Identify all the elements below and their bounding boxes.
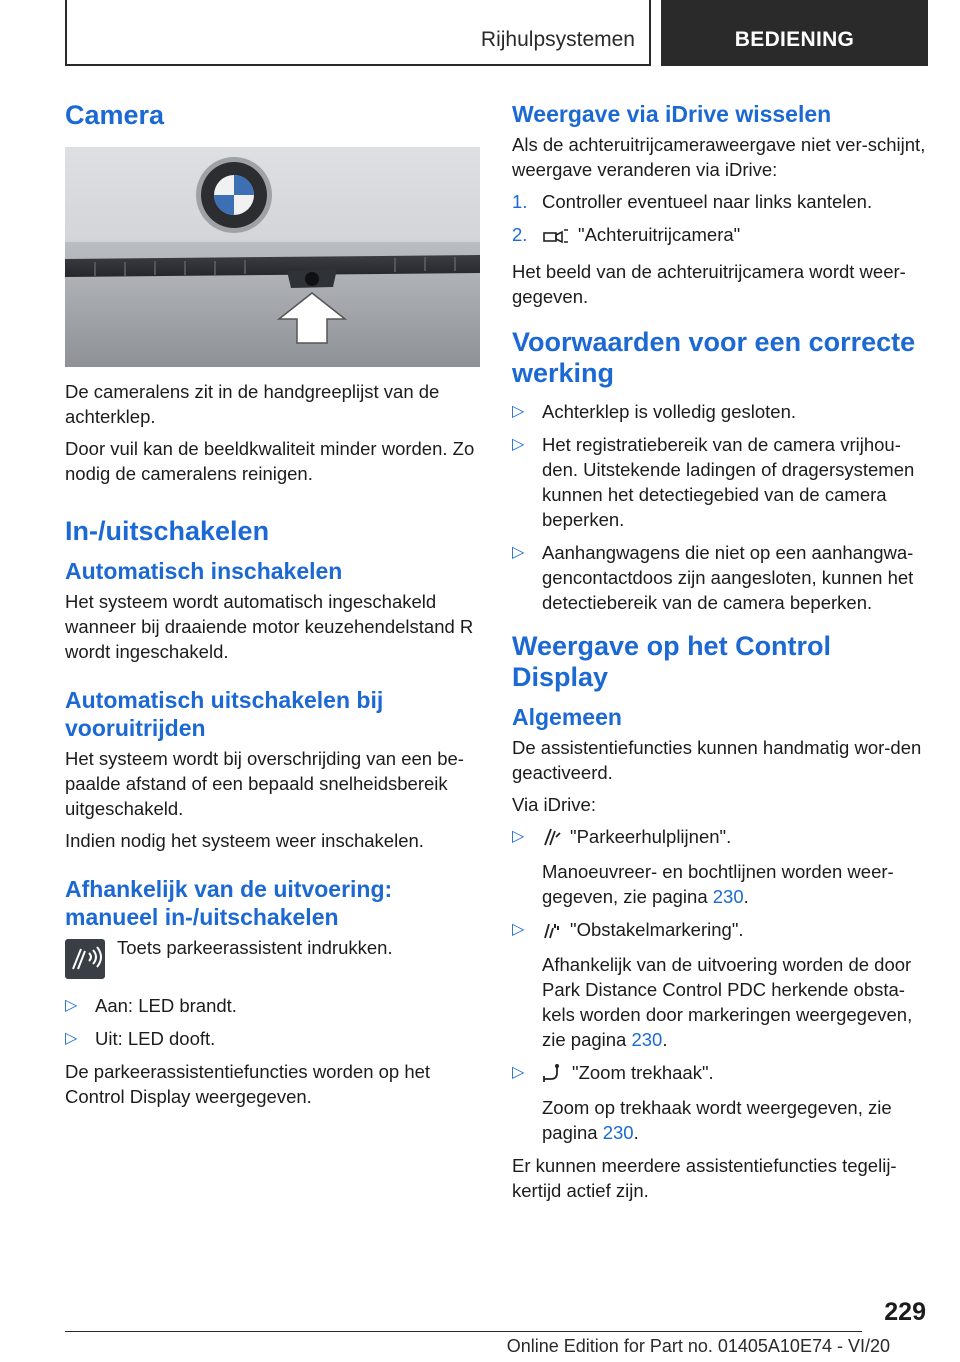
triangle-bullet-icon: ▷ — [65, 1030, 78, 1047]
auto-on-text: Het systeem wordt automatisch ingeschakeld wanneer bij draaiende motor keuzehendelstand R wordt ingeschakeld. — [65, 591, 474, 662]
list-item: ▷ Aanhangwagens die niet op een aanhangwa-gencontactdoos zijn aangesloten, kunnen het detectiebereik van de camera beperken. — [512, 542, 914, 613]
control-display-heading: Weergave op het Control Display — [512, 631, 832, 692]
switch-view-heading: Weergave via iDrive wisselen — [512, 101, 832, 127]
function-desc: Manoeuvreer- en bochtlijnen worden weer-gegeven, zie pagina 230. — [542, 861, 894, 907]
triangle-bullet-icon: ▷ — [512, 828, 525, 845]
auto-off-heading: Automatisch uitschakelen bij vooruitrijden — [65, 687, 384, 741]
step-item: 1. Controller eventueel naar links kantelen. — [512, 191, 873, 212]
footer-divider — [65, 1331, 862, 1332]
chapter-tab — [661, 0, 928, 66]
manual-heading: Afhankelijk van de uitvoering: manueel in-/uitschakelen — [65, 876, 393, 930]
triangle-bullet-icon: ▷ — [512, 436, 525, 453]
triangle-bullet-icon: ▷ — [512, 1064, 525, 1081]
rear-camera-icon — [542, 226, 570, 251]
switch-view-text: Als de achteruitrijcameraweergave niet ver-schijnt, weergave veranderen via iDrive: — [512, 134, 926, 180]
function-desc: Zoom op trekhaak wordt weergegeven, zie pagina 230. — [542, 1097, 892, 1143]
button-instruction — [65, 935, 480, 983]
list-item: ▷ "Zoom trekhaak". Zoom op trekhaak wordt weergegeven, zie pagina 230. — [512, 1060, 930, 1145]
triangle-bullet-icon: ▷ — [65, 997, 78, 1014]
auto-off-text-2: Indien nodig het systeem weer inschakelen. — [65, 830, 424, 851]
led-list — [65, 993, 480, 1051]
trailer-hitch-icon — [542, 1063, 564, 1089]
right-column — [512, 100, 930, 1210]
multiple-functions-text: Er kunnen meerdere assistentiefuncties tegelij-kertijd actief zijn. — [512, 1155, 897, 1201]
list-item: ▷ Uit: LED dooft. — [65, 1028, 216, 1049]
conditions-heading: Voorwaarden voor een correcte werking — [512, 327, 916, 388]
list-item: ▷ "Obstakelmarkering". Afhankelijk van de uitvoering worden de door Park Distance Control PDC herkende obsta-kels worden door markeringen weergegeven, zie pagina 230. — [512, 917, 930, 1052]
onoff-heading: In-/uitschakelen — [65, 516, 270, 546]
section-tab — [65, 0, 651, 66]
page-link[interactable]: 230 — [631, 1029, 663, 1050]
general-heading: Algemeen — [512, 704, 622, 730]
switch-steps — [512, 189, 930, 251]
triangle-bullet-icon: ▷ — [512, 544, 525, 561]
button-text: Toets parkeerassistent indrukken. — [117, 937, 393, 958]
list-item: ▷ Achterklep is volledig gesloten. — [512, 401, 797, 422]
via-idrive-text: Via iDrive: — [512, 794, 596, 815]
control-display-text: De parkeerassistentiefuncties worden op het Control Display weergegeven. — [65, 1061, 431, 1107]
camera-photo — [65, 147, 480, 367]
image-shown-text: Het beeld van de achteruitrijcamera wordt weer-gegeven. — [512, 261, 906, 307]
triangle-bullet-icon: ▷ — [512, 921, 525, 938]
list-item: ▷ "Parkeerhulplijnen". Manoeuvreer- en bochtlijnen worden weer-gegeven, zie pagina 230. — [512, 824, 930, 909]
page-link[interactable]: 230 — [602, 1122, 634, 1143]
edition-text: Online Edition for Part no. 01405A10E74 - VI/20 — [506, 1336, 890, 1356]
auto-off-text-1: Het systeem wordt bij overschrijding van een be-paalde afstand of een bepaald snelheidsbereik uitgeschakeld. — [65, 748, 464, 819]
page-header — [65, 0, 928, 66]
function-desc: Afhankelijk van de uitvoering worden de door Park Distance Control PDC herkende obsta-kels worden door markeringen weergegeven, zie pagina 230. — [542, 954, 913, 1050]
triangle-bullet-icon: ▷ — [512, 403, 525, 420]
obstacle-marking-icon — [542, 920, 562, 946]
lens-cleaning-text: Door vuil kan de beeldkwaliteit minder worden. Zo nodig de cameralens reinigen. — [65, 438, 475, 484]
list-item: ▷ Het registratiebereik van de camera vrijhou-den. Uitstekende ladingen of dragersystemen kunnen het detectiegebied van de camera beperken. — [512, 434, 915, 530]
parking-assistant-button-icon — [65, 939, 105, 979]
parking-lines-icon — [542, 827, 562, 853]
chapter-label: BEDIENING — [734, 28, 855, 51]
general-text: De assistentiefuncties kunnen handmatig wor-den geactiveerd. — [512, 737, 922, 783]
section-label: Rijhulpsystemen — [480, 28, 635, 51]
page-link[interactable]: 230 — [712, 886, 744, 907]
left-column — [65, 100, 480, 1116]
step-item: 2. "Achteruitrijcamera" — [512, 222, 930, 251]
list-item: ▷ Aan: LED brandt. — [65, 995, 237, 1016]
conditions-list — [512, 399, 930, 615]
functions-list — [512, 824, 930, 1145]
auto-on-heading: Automatisch inschakelen — [65, 558, 343, 584]
lens-location-text: De cameralens zit in de handgreeplijst van de achterklep. — [65, 381, 440, 427]
camera-heading: Camera — [65, 100, 165, 130]
page-number: 229 — [884, 1298, 926, 1326]
